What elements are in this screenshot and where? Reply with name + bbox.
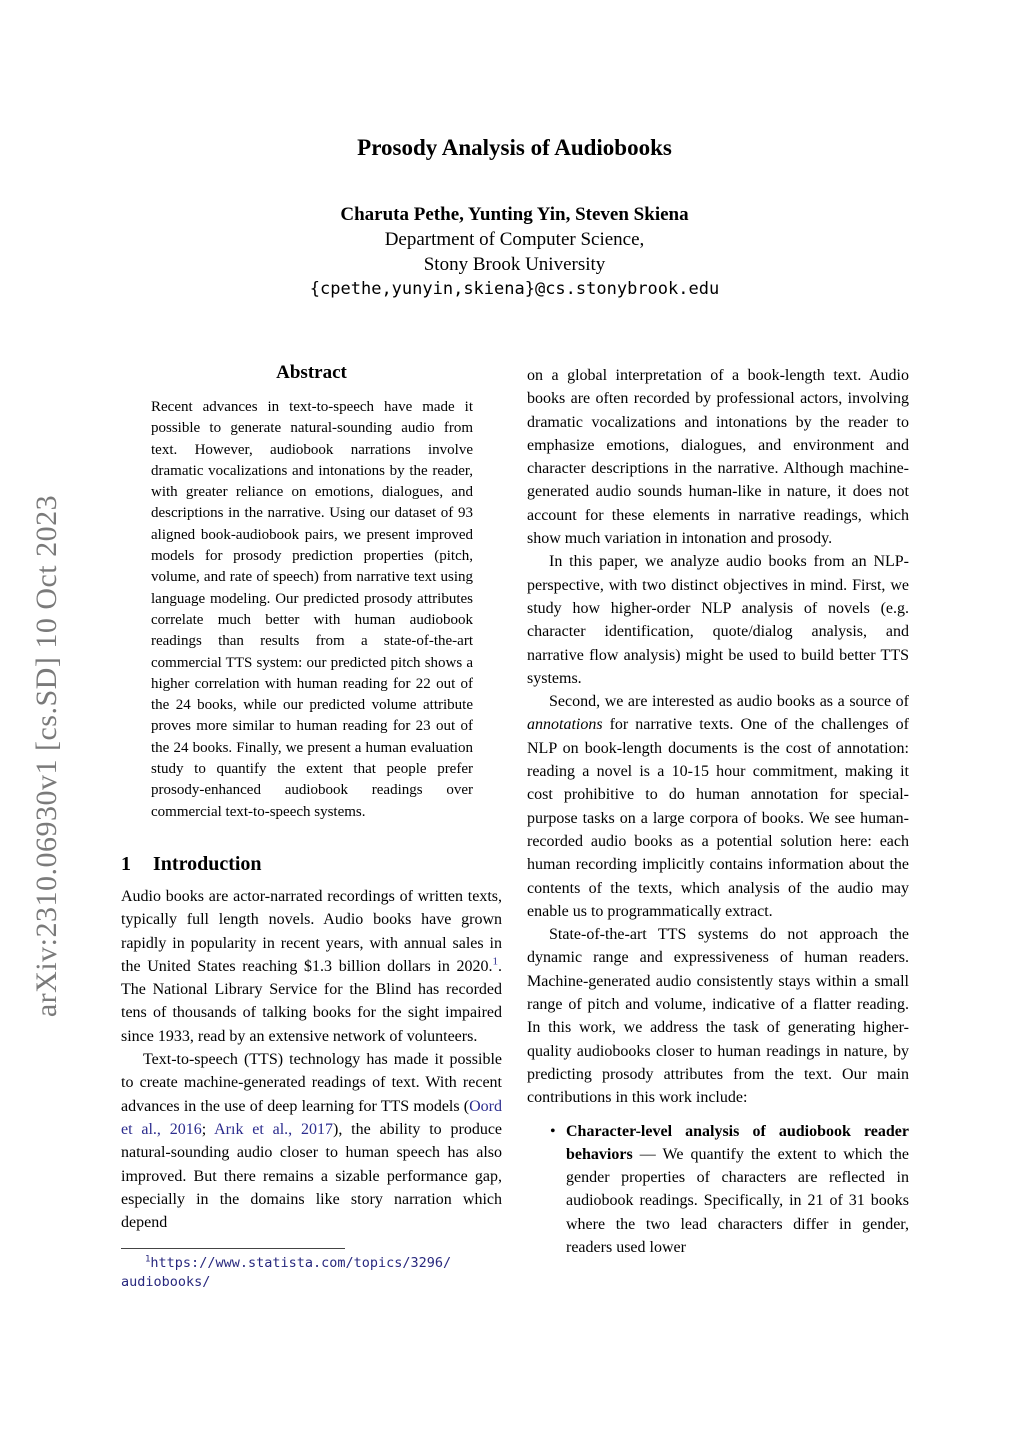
contribution-bullet-1 xyxy=(527,1120,909,1260)
section-number: 1 xyxy=(121,852,131,875)
footnote-1 xyxy=(121,1254,502,1292)
right-paragraph-2: In this paper, we analyze audio books from an NLP-perspective, with two distinct objectives in mind. First, we study how higher-order NLP analysis of novels (e.g. character identification, quote/dialog analysis, and narrative flow analysis) might be used to build better TTS systems. xyxy=(527,553,909,687)
right-p3-text: Second, we are interested as audio books as a source of xyxy=(549,693,909,711)
author-names: Charuta Pethe, Yunting Yin, Steven Skiena xyxy=(340,204,689,225)
footnote-ref-1[interactable]: 1 xyxy=(492,955,498,968)
right-paragraph-1: on a global interpretation of a book-length text. Audio books are often recorded by professional actors, involving dramatic vocalizations and intonations by the reader to emphasize emotions, dialogues, and environment and character descriptions in the narrative. Although machine-generated audio sounds human-like in nature, it does not account for these elements in narrative readings, which show much variation in intonation and prosody. xyxy=(527,367,909,548)
left-column xyxy=(121,362,502,1292)
abstract-body: Recent advances in text-to-speech have made it possible to generate natural-sounding audio from text. However, audiobook narrations involve dramatic vocalizations and intonations by the reader, with greater reliance on emotions, dialogues, and descriptions in the narrative. Using our dataset of 93 aligned book-audiobook pairs, we present improved models for prosody prediction properties (pitch, volume, and rate of speech) from narrative text using language modeling. Our predicted prosody attributes correlate much better with human audiobook readings than results from a state-of-the-art commercial TTS system: our predicted pitch shows a higher correlation with human reading for 22 out of the 24 books, while our predicted volume attribute proves more similar to human reading for 23 out of the 24 books. Finally, we present a human evaluation study to quantify the extent that people prefer prosody-enhanced audiobook readings over commercial text-to-speech systems. xyxy=(151,399,473,820)
bullet-icon: • xyxy=(550,1122,556,1140)
intro-paragraph-1 xyxy=(121,885,502,1048)
intro-p1-text-cont: . The National Library Service for the Blind has recorded tens of thousands of talking books for the sight impaired since 1933, read by an extensive network of volunteers. xyxy=(121,957,502,1045)
bullet-bold-lead: Character-level analysis of audiobook reader behaviors xyxy=(566,1122,909,1163)
paper-title: Prosody Analysis of Audiobooks xyxy=(357,135,672,160)
title-block xyxy=(121,0,908,302)
footnote-url-line2[interactable]: audiobooks/ xyxy=(121,1274,211,1291)
footnote-marker: 1 xyxy=(145,1254,151,1265)
right-p3-emphasis: annotations xyxy=(527,716,603,734)
section-title: Introduction xyxy=(153,852,262,875)
intro-paragraph-2 xyxy=(121,1048,502,1234)
section-heading-introduction xyxy=(121,853,502,876)
citation-arik-2017[interactable]: Arık et al., 2017 xyxy=(214,1120,334,1138)
right-p3-text-cont: for narrative texts. One of the challenges of NLP on book-length documents is the cost of annotation: reading a novel is a 10-15 hour commitment, making it cost prohibitive to do human annotation for special-purpose tasks on a large corpora of books. We see human-recorded audio books as a potential solution here: each human recording implicitly contains information about the contents of the texts, which analysis of the audio may enable us to programmatically extract. xyxy=(527,716,909,920)
intro-p2-text: Text-to-speech (TTS) technology has made it possible to create machine-generated readings of text. With recent advances in the use of deep learning for TTS models ( xyxy=(121,1051,502,1115)
citation-separator: ; xyxy=(201,1120,215,1138)
author-emails: {cpethe,yunyin,skiena}@cs.stonybrook.edu xyxy=(309,279,720,299)
right-column xyxy=(527,364,909,1259)
affiliation-university: Stony Brook University xyxy=(423,254,606,275)
citation-oord-2016[interactable]: Oord et al., 2016 xyxy=(121,1097,502,1138)
arxiv-watermark: arXiv:2310.06930v1 [cs.SD] 10 Oct 2023 xyxy=(30,494,63,1018)
bullet-text: — We quantify the extent to which the gender properties of characters are reflected in audiobook readings. Specifically, in 21 of 31 books where the two lead characters differ in gender, readers used lower xyxy=(566,1145,909,1256)
footnote-url-line1[interactable]: https://www.statista.com/topics/3296/ xyxy=(150,1255,452,1272)
footnote-divider xyxy=(121,1248,345,1249)
right-paragraph-4: State-of-the-art TTS systems do not approach the dynamic range and expressiveness of human readers. Machine-generated audio consistently stays within a small range of pitch and volume, indicative of a flatter reading. In this work, we address the task of generating higher-quality audiobooks closer to human readings in nature, by predicting prosody attributes from the text. Our main contributions in this work include: xyxy=(527,926,909,1107)
affiliation-department: Department of Computer Science, xyxy=(384,229,645,250)
intro-p1-text: Audio books are actor-narrated recordings of written texts, typically full length novels. Audio books have grown rapidly in popularity in recent years, with annual sales in the United States reaching $1.3 billion dollars in 2020. xyxy=(121,887,502,975)
abstract-heading: Abstract xyxy=(276,362,347,383)
intro-p2-text-cont: ), the ability to produce natural-sounding audio closer to human speech has also improved. But there remains a sizable performance gap, especially in the domains like story narration which depend xyxy=(121,1120,503,1232)
right-paragraph-3 xyxy=(527,690,909,923)
